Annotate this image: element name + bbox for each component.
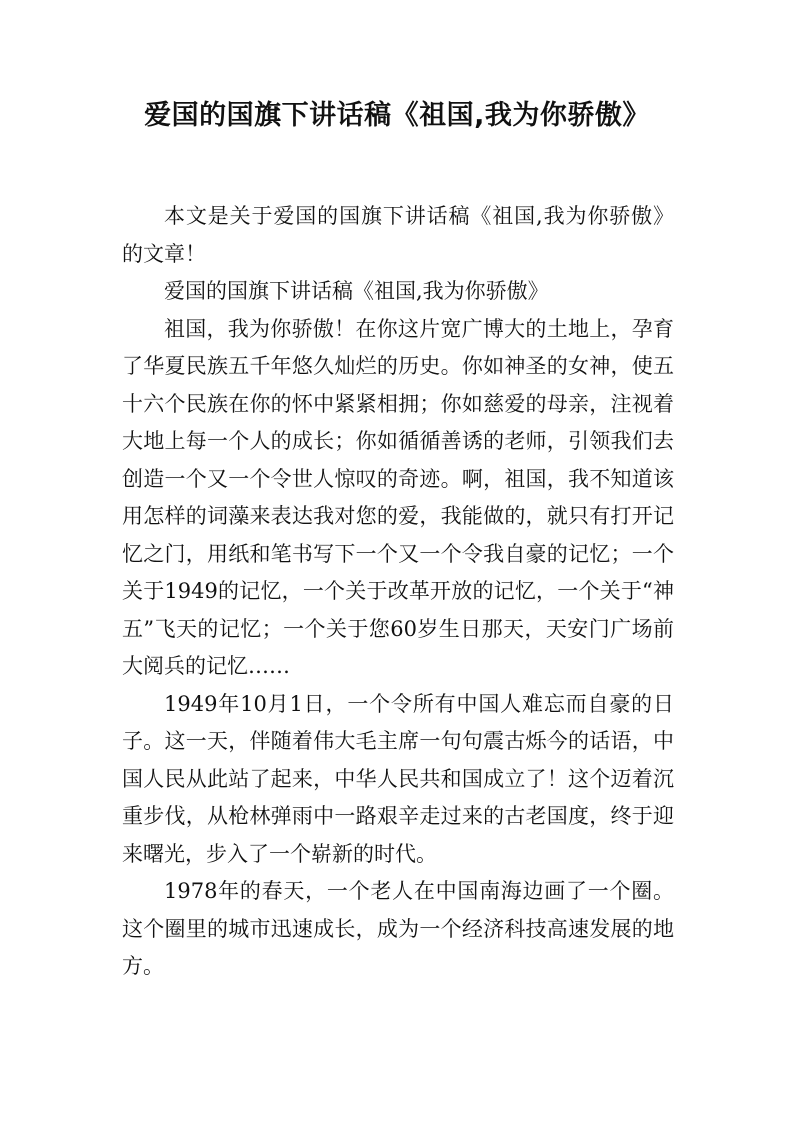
paragraph-subtitle: 爱国的国旗下讲话稿《祖国,我为你骄傲》: [164, 279, 549, 303]
document-body: [122, 198, 674, 986]
paragraph-intro: 本文是关于爱国的国旗下讲话稿《祖国,我为你骄傲》的文章！: [122, 204, 674, 266]
paragraph-1978: 1978年的春天，一个老人在中国南海边画了一个圈。这个圈里的城市迅速成长，成为一个经济科技高速发展的地方。: [122, 879, 674, 978]
paragraph-motherland: 祖国，我为你骄傲！在你这片宽广博大的土地上，孕育了华夏民族五千年悠久灿烂的历史。你如神圣的女神，使五十六个民族在你的怀中紧紧相拥；你如慈爱的母亲，注视着大地上每一个人的成长；你如循循善诱的老师，引领我们去创造一个又一个令世人惊叹的奇迹。啊，祖国，我不知道该用怎样的词藻来表达我对您的爱，我能做的，就只有打开记忆之门，用纸和笔书写下一个又一个令我自豪的记忆；一个关于1949的记忆，一个关于改革开放的记忆，一个关于“神五”飞天的记忆；一个关于您60岁生日那天，天安门广场前大阅兵的记忆……: [122, 316, 674, 678]
document-title: 爱国的国旗下讲话稿《祖国,我为你骄傲》: [144, 100, 650, 131]
paragraph-1949: 1949年10月1日，一个令所有中国人难忘而自豪的日子。这一天，伴随着伟大毛主席一句句震古烁今的话语，中国人民从此站了起来，中华人民共和国成立了！这个迈着沉重步伐，从枪林弹雨中一路艰辛走过来的古老国度，终于迎来曙光，步入了一个崭新的时代。: [122, 691, 674, 866]
